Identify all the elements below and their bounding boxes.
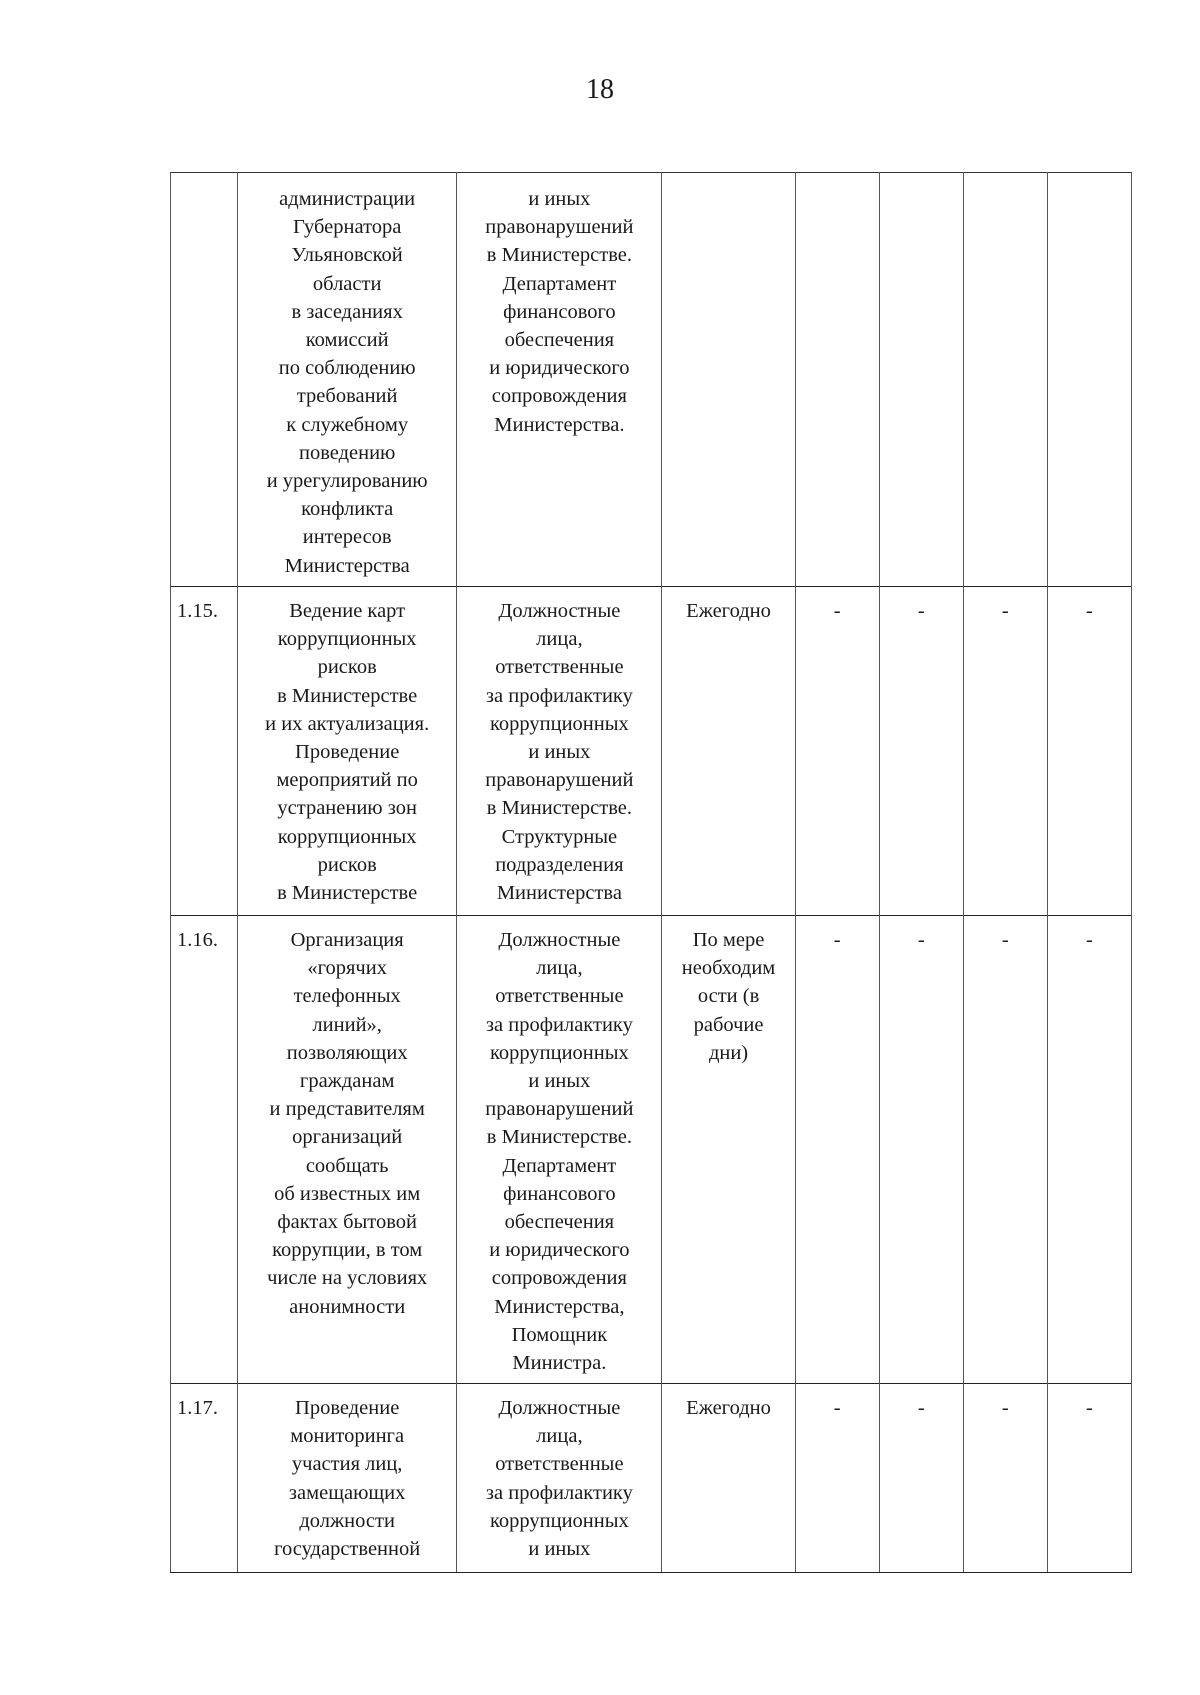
execution-term: [662, 1384, 795, 1573]
text-line: организаций: [292, 1126, 403, 1149]
text-line: в Министерстве.: [486, 244, 632, 267]
text-line: за профилактику: [485, 1013, 633, 1036]
text-line: администрации: [279, 188, 416, 210]
text-line: в Министерстве: [277, 882, 418, 905]
responsible-persons: [457, 587, 662, 916]
text-line: рисков: [317, 656, 377, 679]
text-line: Организация: [290, 929, 404, 951]
value-cell: -: [963, 916, 1047, 1384]
text-line: лица,: [536, 628, 583, 651]
text-line: за профилактику: [485, 1481, 633, 1504]
text-line: фактах бытовой: [277, 1211, 417, 1234]
text-line: Должностные: [498, 929, 621, 951]
execution-term: [662, 587, 795, 916]
text-line: телефонных: [293, 985, 401, 1008]
execution-term: [662, 916, 795, 1384]
item-number: 1.15.: [171, 587, 238, 916]
value-cell: -: [1047, 587, 1131, 916]
text-line: числе на условиях: [267, 1267, 428, 1290]
text-line: мониторинга: [290, 1425, 405, 1448]
value-cell: -: [795, 587, 879, 916]
value-cell: [963, 173, 1047, 587]
text-line: Ежегодно: [686, 600, 771, 622]
text-line: устранению зон: [277, 797, 417, 820]
table-row: [171, 1384, 1132, 1573]
text-line: дни): [708, 1041, 749, 1064]
responsible-persons: [457, 916, 662, 1384]
measure-name: [238, 173, 457, 587]
value-cell: -: [1047, 916, 1131, 1384]
text-line: коррупционных: [489, 1041, 629, 1064]
text-line: лица,: [536, 1425, 583, 1448]
text-line: за профилактику: [485, 684, 633, 707]
text-line: По мере: [692, 929, 765, 951]
value-cell: [879, 173, 963, 587]
table-row: [171, 916, 1132, 1384]
text-line: ответственные: [495, 985, 624, 1008]
measure-name: [238, 1384, 457, 1573]
text-line: финансового: [503, 300, 616, 323]
text-line: Структурные: [501, 825, 618, 848]
value-cell: -: [1047, 1384, 1131, 1573]
text-line: обеспечения: [504, 329, 615, 352]
text-line: государственной: [274, 1538, 421, 1561]
text-line: и урегулированию: [266, 470, 428, 493]
text-line: и юридического: [489, 357, 630, 380]
text-line: анонимности: [289, 1295, 406, 1318]
text-line: Ульяновской: [291, 244, 403, 267]
text-line: и иных: [528, 188, 591, 210]
text-line: рисков: [317, 853, 377, 876]
page-number: 18: [586, 74, 614, 105]
text-line: Проведение: [295, 741, 400, 764]
text-line: области: [312, 272, 382, 295]
text-line: и иных: [528, 1070, 591, 1093]
text-line: конфликта: [301, 498, 394, 521]
text-line: интересов: [302, 526, 392, 549]
execution-term: [662, 173, 795, 587]
text-line: Проведение: [295, 1397, 400, 1419]
text-line: лица,: [536, 957, 583, 980]
text-line: Ежегодно: [686, 1397, 771, 1419]
value-cell: -: [795, 1384, 879, 1573]
value-cell: [795, 173, 879, 587]
text-line: и юридического: [489, 1239, 630, 1262]
text-line: Губернатора: [292, 216, 402, 239]
text-line: коррупционных: [277, 628, 417, 651]
text-line: необходим: [681, 957, 776, 980]
text-line: подразделения: [495, 853, 624, 876]
text-line: Министра.: [512, 1352, 607, 1375]
text-line: «горячих: [307, 957, 387, 980]
text-line: правонарушений: [485, 216, 634, 239]
text-line: ответственные: [495, 656, 624, 679]
table-row: [171, 173, 1132, 587]
text-line: Министерства: [284, 554, 410, 577]
value-cell: -: [879, 916, 963, 1384]
value-cell: -: [879, 587, 963, 916]
text-line: ответственные: [495, 1453, 624, 1476]
item-number: 1.16.: [171, 916, 238, 1384]
text-line: Ведение карт: [289, 600, 406, 622]
text-line: коррупции, в том: [272, 1239, 423, 1262]
text-line: гражданам: [299, 1070, 395, 1093]
text-line: Должностные: [498, 1397, 621, 1419]
text-line: и иных: [528, 1538, 591, 1561]
text-line: линий»,: [312, 1013, 382, 1036]
text-line: коррупционных: [489, 712, 629, 735]
value-cell: -: [963, 1384, 1047, 1573]
text-line: к служебному: [286, 413, 409, 436]
text-line: и иных: [528, 741, 591, 764]
text-line: позволяющих: [286, 1041, 408, 1064]
text-line: в Министерстве.: [486, 1126, 632, 1149]
text-line: Должностные: [498, 600, 621, 622]
text-line: сопровождения: [491, 385, 627, 408]
text-line: комиссий: [305, 329, 389, 352]
text-line: требований: [296, 385, 398, 408]
text-line: должности: [299, 1509, 395, 1532]
value-cell: -: [795, 916, 879, 1384]
text-line: Помощник: [511, 1323, 608, 1346]
text-line: Департамент: [502, 272, 617, 295]
text-line: в Министерстве.: [486, 797, 632, 820]
action-plan-table: [170, 172, 1132, 1573]
text-line: рабочие: [693, 1013, 764, 1036]
text-line: финансового: [503, 1182, 616, 1205]
text-line: мероприятий по: [276, 769, 418, 792]
text-line: Министерства: [496, 882, 622, 905]
value-cell: -: [879, 1384, 963, 1573]
value-cell: -: [963, 587, 1047, 916]
responsible-persons: [457, 173, 662, 587]
text-line: и их актуализация.: [265, 712, 430, 735]
measure-name: [238, 587, 457, 916]
item-number: 1.17.: [171, 1384, 238, 1573]
text-line: коррупционных: [489, 1509, 629, 1532]
text-line: ости (в: [697, 985, 760, 1008]
text-line: Министерства,: [494, 1295, 625, 1318]
text-line: по соблюдению: [278, 357, 416, 380]
text-line: сообщать: [305, 1154, 389, 1177]
text-line: сопровождения: [491, 1267, 627, 1290]
responsible-persons: [457, 1384, 662, 1573]
text-line: об известных им: [274, 1182, 421, 1205]
text-line: коррупционных: [277, 825, 417, 848]
text-line: участия лиц,: [291, 1453, 403, 1476]
text-line: правонарушений: [485, 769, 634, 792]
value-cell: [1047, 173, 1131, 587]
text-line: обеспечения: [504, 1211, 615, 1234]
text-line: Министерства.: [494, 413, 625, 436]
text-line: замещающих: [288, 1481, 406, 1504]
text-line: и представителям: [269, 1098, 425, 1121]
item-number: [171, 173, 238, 587]
measure-name: [238, 916, 457, 1384]
text-line: в Министерстве: [277, 684, 418, 707]
text-line: Департамент: [502, 1154, 617, 1177]
text-line: в заседаниях: [291, 300, 403, 323]
text-line: правонарушений: [485, 1098, 634, 1121]
text-line: поведению: [298, 441, 396, 464]
table-row: [171, 587, 1132, 916]
